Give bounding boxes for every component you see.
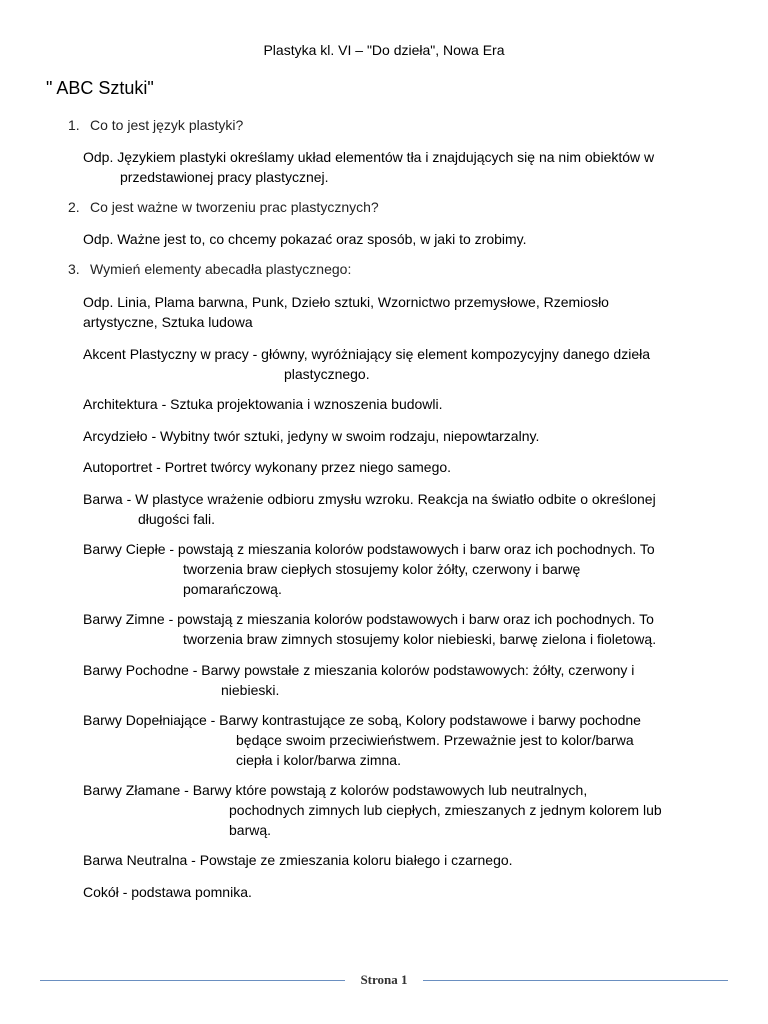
term-definition-cont: długości fali.: [138, 511, 216, 527]
question-2: [68, 199, 379, 215]
term-definition: - główny, wyróżniający się element kompozycyjny danego dzieła: [252, 346, 650, 362]
answer-3: [83, 292, 721, 332]
footer-rule-right: [423, 980, 728, 981]
term-definition: - W plastyce wrażenie odbioru zmysłu wzroku. Reakcja na światło odbite o określonej: [126, 491, 656, 507]
term-definition-cont: pomarańczową.: [183, 581, 282, 597]
term-name: Barwy Złamane: [83, 782, 181, 798]
term-definition-cont: ciepła i kolor/barwa zimna.: [236, 752, 401, 768]
term-name: Barwy Dopełniające: [83, 712, 207, 728]
answer-1: [83, 147, 721, 187]
term-entry: [83, 394, 721, 414]
term-definition: - Powstaje ze zmieszania koloru białego i czarnego.: [191, 852, 513, 868]
page-number: Strona 1: [360, 972, 408, 987]
term-entry: [83, 539, 721, 599]
question-text: Co jest ważne w tworzeniu prac plastycznych?: [90, 199, 379, 215]
term-name: Cokół: [83, 884, 119, 900]
term-entry: [83, 426, 721, 446]
term-entry: [83, 780, 721, 840]
answer-line: artystyczne, Sztuka ludowa: [83, 314, 253, 330]
term-name: Barwa Neutralna: [83, 852, 188, 868]
answer-line: Odp. Linia, Plama barwna, Punk, Dzieło sztuki, Wzornictwo przemysłowe, Rzemiosło: [83, 294, 609, 310]
document-title: " ABC Sztuki": [46, 78, 154, 98]
term-name: Barwy Zimne: [83, 611, 165, 627]
term-name: Barwy Pochodne: [83, 662, 189, 678]
question-text: Co to jest język plastyki?: [90, 117, 244, 133]
page-header: Plastyka kl. VI – "Do dzieła", Nowa Era: [263, 42, 505, 58]
question-number: 3.: [68, 261, 80, 277]
term-entry: [83, 882, 721, 902]
footer-rule-left: [40, 980, 345, 981]
term-entry: [83, 850, 721, 870]
answer-2: [83, 229, 721, 249]
question-1: [68, 117, 243, 133]
term-name: Architektura: [83, 396, 158, 412]
term-entry: [83, 489, 721, 529]
question-number: 1.: [68, 117, 80, 133]
answer-line: przedstawionej pracy plastycznej.: [120, 169, 329, 185]
term-definition-cont: pochodnych zimnych lub ciepłych, zmieszanych z jednym kolorem lub: [229, 802, 662, 818]
term-definition: - powstają z mieszania kolorów podstawowych i barw oraz ich pochodnych. To: [169, 541, 655, 557]
term-name: Akcent Plastyczny w pracy: [83, 346, 249, 362]
term-definition-cont: tworzenia braw ciepłych stosujemy kolor żółty, czerwony i barwę: [183, 561, 581, 577]
term-definition: - Sztuka projektowania i wznoszenia budowli.: [161, 396, 443, 412]
term-entry: [83, 609, 721, 649]
term-entry: [83, 710, 721, 770]
term-name: Arcydzieło: [83, 428, 148, 444]
term-definition: - Wybitny twór sztuki, jedyny w swoim rodzaju, niepowtarzalny.: [151, 428, 540, 444]
term-definition: - Portret twórcy wykonany przez niego samego.: [156, 459, 452, 475]
term-entry: [83, 660, 721, 700]
question-number: 2.: [68, 199, 80, 215]
answer-line: Odp. Językiem plastyki określamy układ elementów tła i znajdujących się na nim obiektów w: [83, 149, 655, 165]
term-name: Autoportret: [83, 459, 153, 475]
term-definition: - Barwy powstałe z mieszania kolorów podstawowych: żółty, czerwony i: [192, 662, 635, 678]
term-name: Barwa: [83, 491, 123, 507]
question-text: Wymień elementy abecadła plastycznego:: [90, 261, 352, 277]
term-definition-cont: tworzenia braw zimnych stosujemy kolor niebieski, barwę zielona i fioletową.: [183, 631, 657, 647]
term-definition-cont: niebieski.: [221, 682, 280, 698]
term-entry: [83, 344, 721, 384]
answer-line: Odp. Ważne jest to, co chcemy pokazać oraz sposób, w jaki to zrobimy.: [83, 231, 527, 247]
term-definition-cont: barwą.: [229, 822, 272, 838]
term-definition: - Barwy kontrastujące ze sobą, Kolory podstawowe i barwy pochodne: [210, 712, 641, 728]
term-definition-cont: plastycznego.: [284, 366, 370, 382]
term-definition: - podstawa pomnika.: [122, 884, 252, 900]
question-3: [68, 261, 351, 277]
term-definition-cont: będące swoim przeciwieństwem. Przeważnie jest to kolor/barwa: [236, 732, 634, 748]
term-definition: - powstają z mieszania kolorów podstawowych i barw oraz ich pochodnych. To: [168, 611, 654, 627]
term-entry: [83, 457, 721, 477]
term-name: Barwy Ciepłe: [83, 541, 166, 557]
term-definition: - Barwy które powstają z kolorów podstawowych lub neutralnych,: [184, 782, 588, 798]
